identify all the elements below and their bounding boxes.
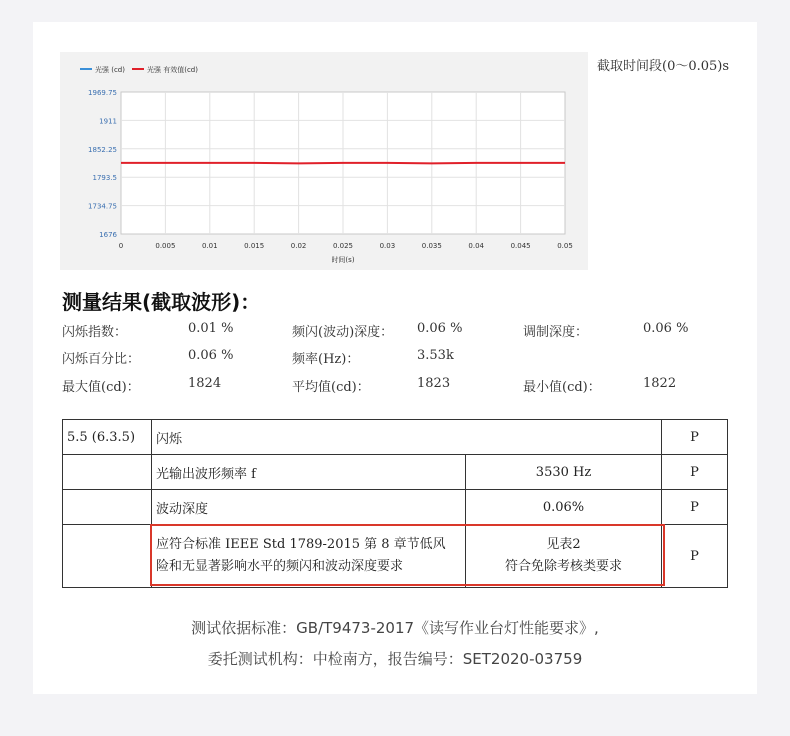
min-value: 1822 [643,376,677,391]
spec-table [62,419,728,588]
x-tick-label: 0.045 [510,242,531,250]
x-tick-label: 0.01 [202,242,218,250]
flicker-pct-label: 闪烁百分比： [62,352,141,367]
waveform-chart [60,52,588,270]
requirement-line: 应符合标准 IEEE Std 1789-2015 第 8 章节低风 [156,537,446,552]
verdict-cell: P [662,455,728,490]
x-tick-label: 0.035 [421,242,442,250]
requirement-line: 险和无显著影响水平的频闪和波动深度要求 [156,559,404,574]
table-row [63,455,728,490]
verdict-cell: P [662,525,728,588]
flicker-depth-label: 频闪(波动)深度： [292,325,394,340]
y-tick-label: 1676 [99,231,117,239]
avg-value: 1823 [417,376,451,391]
footer-standard: 测试依据标准：GB/T9473-2017《读写作业台灯性能要求》, [191,619,599,637]
series-line [121,163,565,164]
requirement-cell: 波动深度 [152,490,466,525]
legend-label: 光强 (cd) [95,66,125,74]
x-tick-label: 0.025 [332,242,354,250]
legend-label: 光强 有效值(cd) [147,66,198,74]
min-label: 最小值(cd)： [523,380,601,395]
y-tick-label: 1734.75 [88,202,117,211]
max-label: 最大值(cd)： [62,380,140,395]
verdict-cell: P [662,490,728,525]
time-range-note: 截取时间段(0～0.05)s [597,59,730,74]
requirement-cell: 光输出波形频率 f [152,455,466,490]
flicker-depth-value: 0.06 % [417,321,463,336]
verdict-cell: P [662,420,728,455]
x-tick-label: 0.04 [468,242,484,250]
y-tick-label: 1911 [99,117,117,126]
value-line: 符合免除考核类要求 [504,559,622,574]
y-tick-label: 1852.25 [88,145,117,154]
mod-depth-label: 调制深度： [523,325,589,340]
x-tick-label: 0.005 [155,242,176,250]
flicker-pct-value: 0.06 % [188,348,234,363]
flicker-index-value: 0.01 % [188,321,234,336]
x-tick-label: 0.015 [244,242,265,250]
freq-label: 频率(Hz)： [292,352,360,367]
table-row [63,525,728,588]
waveform-chart-svg [60,52,588,270]
table-row [63,490,728,525]
mod-depth-value: 0.06 % [643,321,689,336]
value-cell: 0.06% [466,490,662,525]
x-tick-label: 0 [118,242,124,250]
x-tick-label: 0.03 [379,242,396,250]
flicker-index-label: 闪烁指数： [62,325,128,340]
value-cell [466,525,662,588]
requirement-cell [152,525,466,588]
clause-cell: 5.5 (6.3.5) [63,420,152,455]
table-row [63,420,728,455]
item-cell: 闪烁 [152,420,662,455]
x-tick-label: 0.05 [557,242,573,250]
value-line: 见表2 [546,537,581,552]
footer-agency: 委托测试机构：中检南方，报告编号：SET2020-03759 [207,650,583,668]
value-cell: 3530 Hz [466,455,662,490]
y-tick-label: 1793.5 [92,174,117,183]
freq-value: 3.53k [417,348,454,363]
y-tick-label: 1969.75 [88,89,117,97]
x-axis-label: 时间(s) [331,256,355,264]
max-value: 1824 [188,376,222,391]
x-tick-label: 0.02 [290,242,307,250]
avg-label: 平均值(cd)： [292,380,370,395]
result-title: 测量结果(截取波形)： [62,290,261,314]
